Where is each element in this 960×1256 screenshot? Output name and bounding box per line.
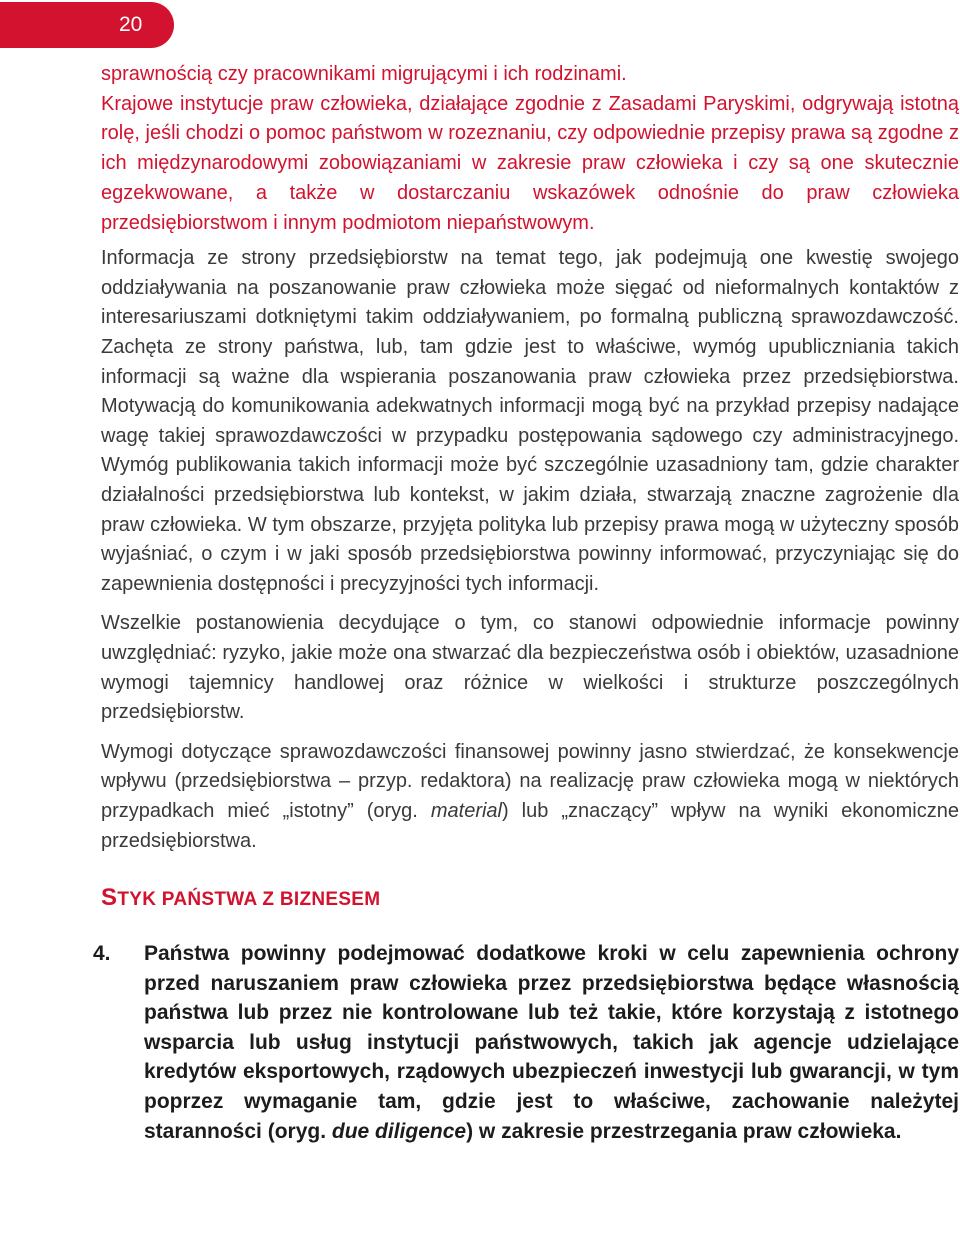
- paragraph-text: Wymogi dotyczące sprawozdawczości finansowej powinny jasno stwierdzać, że konsekwencje wpływu (przedsiębiorstwa – przyp. redaktora) na realizację praw człowieka mogą w niektórych przypadkach mieć „istotny” (oryg.: [101, 740, 959, 822]
- lead-paragraph: Krajowe instytucje praw człowieka, działające zgodnie z Zasadami Paryskimi, odgrywają istotną rolę, jeśli chodzi o pomoc państwom w rozeznaniu, czy odpowiednie przepisy prawa są zgodne z ich międzynarodowymi zobowiązaniami w zakresie praw człowieka i czy są one skutecznie egzekwowane, a także w dostarczaniu wskazówek odnośnie do praw człowieka przedsiębiorstwom i innym podmiotom niepaństwowym.: [101, 92, 959, 234]
- page-content: [93, 60, 959, 1146]
- paragraph-text: ) lub „znaczący” wpływ na wyniki ekonomiczne przedsiębiorstwa.: [101, 799, 959, 852]
- italic-term: due diligence: [331, 1119, 467, 1143]
- page-number: 20: [119, 13, 143, 36]
- article-number: 4.: [93, 942, 111, 966]
- article-text: [144, 939, 959, 1146]
- commentary-paragraph: Informacja ze strony przedsiębiorstw na temat tego, jak podejmują one kwestię swojego oddziaływania na poszanowanie praw człowieka może sięgać od nieformalnych kontaktów z interesariuszami dotkniętymi takim oddziaływaniem, po formalną publiczną sprawozdawczość. Zachęta ze strony państwa, lub, tam gdzie jest to właściwe, wymóg upubliczniania takich informacji są ważne dla wspierania poszanowania praw człowieka przez przedsiębiorstwa. Motywacją do komunikowania adekwatnych informacji mogą być na przykład przepisy nadające wagę takiej sprawozdawczości w przypadku postępowania sądowego czy administracyjnego. Wymóg publikowania takich informacji może być szczególnie uzasadniony tam, gdzie charakter działalności przedsiębiorstwa lub kontekst, w jakim działa, stwarzają znaczne zagrożenie dla praw człowieka. W tym obszarze, przyjęta polityka lub przepisy prawa mogą w użyteczny sposób wyjaśniać, o czym i w jaki sposób przedsiębiorstwa powinny informować, przyczyniając się do zapewnienia dostępności i precyzyjności tych informacji.: [101, 247, 959, 595]
- heading-initial: S: [101, 884, 118, 912]
- lead-paragraph: sprawnością czy pracownikami migrującymi i ich rodzinami.: [101, 63, 627, 85]
- section-heading: [101, 884, 959, 914]
- commentary-paragraph: Wszelkie postanowienia decydujące o tym, co stanowi odpowiednie informacje powinny uwzględniać: ryzyko, jakie może ona stwarzać dla bezpieczeństwa osób i obiektów, uzasadnione wymogi tajemnicy handlowej oraz różnice w wielkości i strukturze poszczególnych przedsiębiorstw.: [101, 612, 959, 724]
- article-text-part: Państwa powinny podejmować dodatkowe kroki w celu zapewnienia ochrony przed naruszaniem praw człowieka przez przedsiębiorstwa będące własnością państwa lub przez nie kontrolowane lub też takie, które korzystają z istotnego wsparcia lub usług instytucji państwowych, takich jak agencje udzielające kredytów eksportowych, rządowych ubezpieczeń inwestycji lub gwarancji, w tym poprzez wymaganie tam, gdzie jest to właściwe, zachowanie należytej staranności (oryg.: [144, 942, 959, 1143]
- page-number-tab: [0, 2, 174, 48]
- article-text-part: ) w zakresie przestrzegania praw człowieka.: [466, 1119, 902, 1143]
- commentary-body: [101, 244, 959, 856]
- heading-rest: TYK PAŃSTWA Z BIZNESEM: [117, 889, 381, 911]
- principle-article: [93, 939, 959, 1146]
- italic-term: material: [430, 799, 502, 822]
- lead-section: [101, 60, 959, 238]
- commentary-paragraph: [101, 738, 959, 856]
